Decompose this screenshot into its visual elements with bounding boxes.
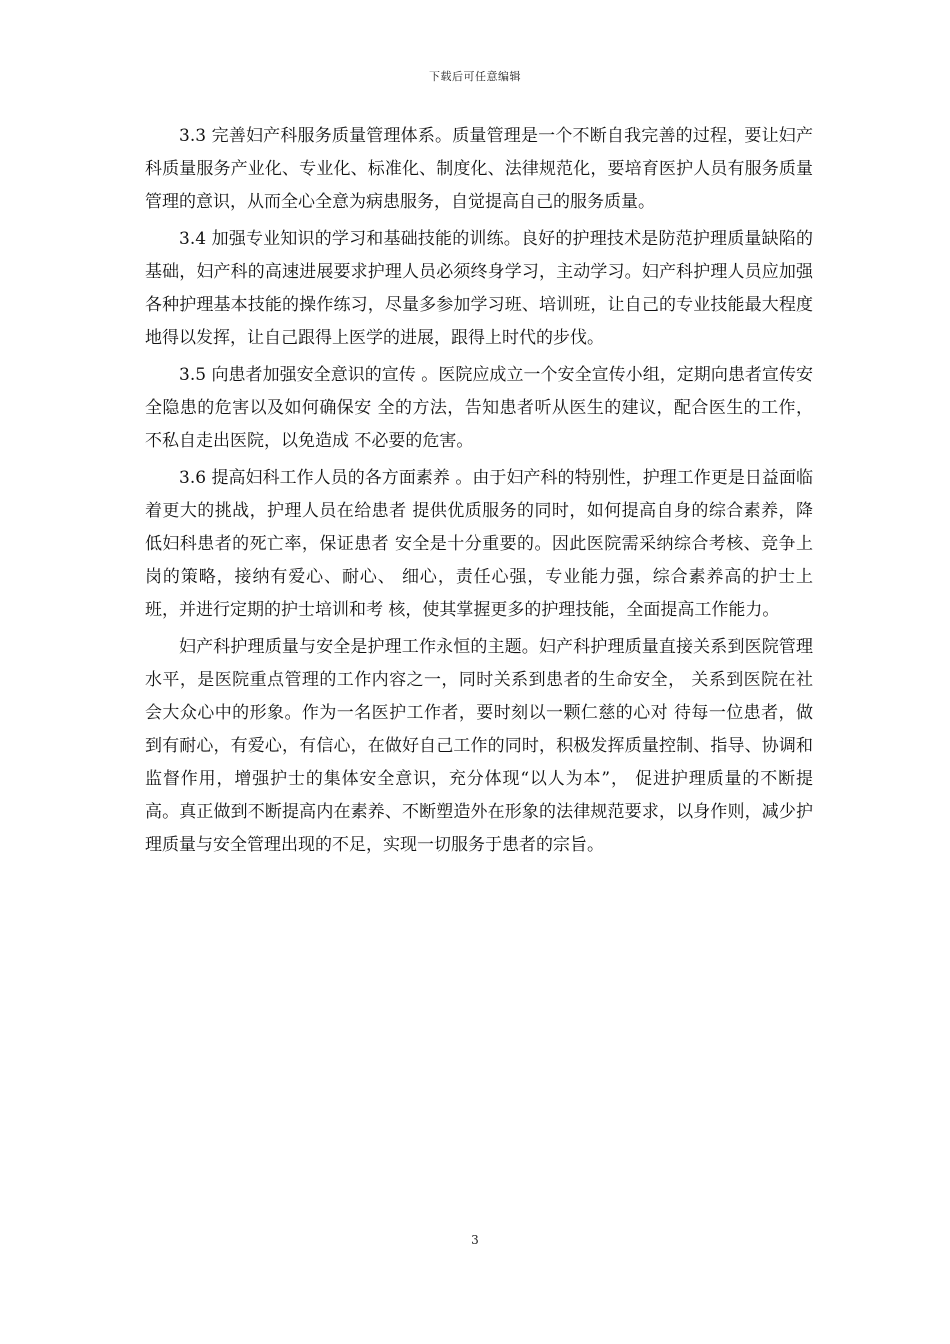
paragraph-3-4: 3.4 加强专业知识的学习和基础技能的训练。良好的护理技术是防范护理质量缺陷的基础，妇产科的高速进展要求护理人员必须终身学习，主动学习。妇产科护理人员应加强各种护理基本技能的操作练习，尽量多参加学习班、培训班，让自己的专业技能最大程度地得以发挥，让自己跟得上医学的进展，跟得上时代的步伐。	[145, 229, 813, 348]
document-body	[145, 120, 813, 866]
page-number: 3	[471, 1233, 479, 1247]
paragraph-conclusion: 妇产科护理质量与安全是护理工作永恒的主题。妇产科护理质量直接关系到医院管理水平，是医院重点管理的工作内容之一，同时关系到患者的生命安全， 关系到医院在社会大众心中的形象。作为一名医护工作者，要时刻以一颗仁慈的心对 待每一位患者，做到有耐心，有爱心，有信心，在做好自己工作的同时，积极发挥质量控制、指导、协调和监督作用，增强护士的集体安全意识，充分体现“以人为本”， 促进护理质量的不断提高。真正做到不断提高内在素养、不断塑造外在形象的法律规范要求，以身作则，减少护理质量与安全管理出现的不足，实现一切服务于患者的宗旨。	[145, 637, 813, 855]
paragraph-3-5: 3.5 向患者加强安全意识的宣传 。医院应成立一个安全宣传小组，定期向患者宣传安全隐患的危害以及如何确保安 全的方法，告知患者听从医生的建议，配合医生的工作，不私自走出医院，以免造成 不必要的危害。	[145, 365, 813, 451]
paragraph-3-6: 3.6 提高妇科工作人员的各方面素养 。由于妇产科的特别性，护理工作更是日益面临着更大的挑战，护理人员在给患者 提供优质服务的同时，如何提高自身的综合素养，降低妇科患者的死亡率，保证患者 安全是十分重要的。因此医院需采纳综合考核、竞争上岗的策略，接纳有爱心、耐心、 细心，责任心强，专业能力强，综合素养高的护士上班，并进行定期的护士培训和考 核，使其掌握更多的护理技能，全面提高工作能力。	[145, 468, 813, 620]
paragraph-3-3: 3.3 完善妇产科服务质量管理体系。质量管理是一个不断自我完善的过程，要让妇产科质量服务产业化、专业化、标准化、制度化、法律规范化，要培育医护人员有服务质量管理的意识，从而全心全意为病患服务，自觉提高自己的服务质量。	[145, 126, 813, 212]
page-header: 下载后可任意编辑	[429, 70, 521, 83]
